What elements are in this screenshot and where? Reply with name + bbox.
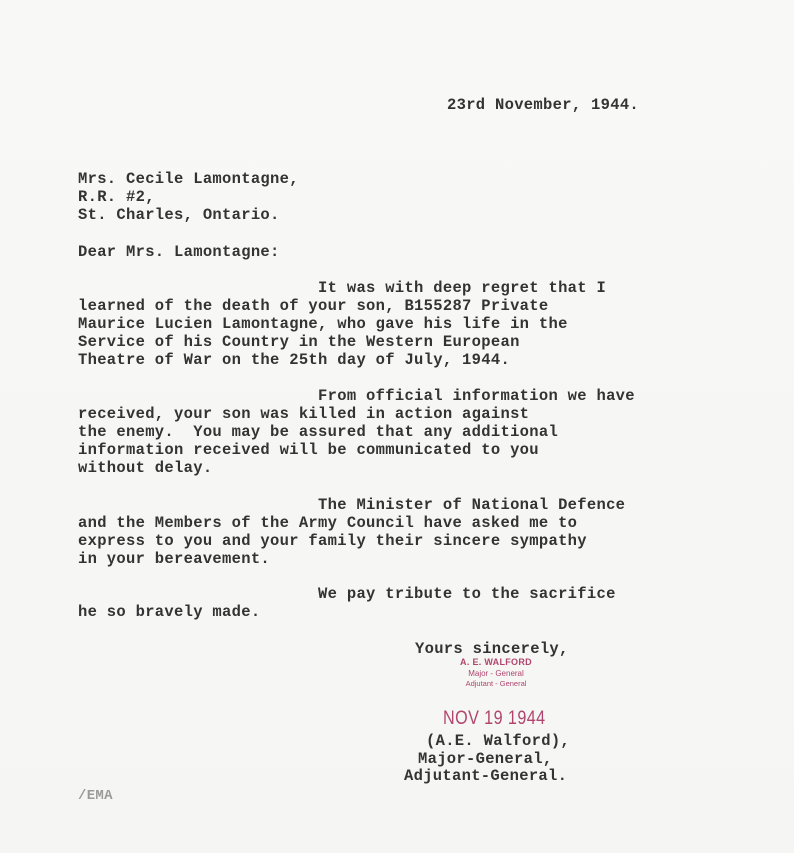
paragraph-line: Maurice Lucien Lamontagne, who gave his life in the <box>78 315 568 333</box>
recipient-address-line2: St. Charles, Ontario. <box>78 206 280 224</box>
paragraph-line: without delay. <box>78 459 213 477</box>
reference-initials: /EMA <box>78 788 113 804</box>
paragraph-line: Service of his Country in the Western European <box>78 333 520 351</box>
salutation: Dear Mrs. Lamontagne: <box>78 243 280 261</box>
paragraph-line: and the Members of the Army Council have asked me to <box>78 514 578 532</box>
paragraph-line: Theatre of War on the 25th day of July, 1944. <box>78 351 511 369</box>
paragraph-line: learned of the death of your son, B155287 Private <box>78 297 549 315</box>
paragraph-line: he so bravely made. <box>78 603 261 621</box>
paragraph-line: received, your son was killed in action against <box>78 405 530 423</box>
paragraph-line: express to you and your family their sincere sympathy <box>78 532 587 550</box>
letter-date: 23rd November, 1944. <box>447 96 640 114</box>
stamp-rank: Major - General <box>468 669 524 678</box>
signatory-name: (A.E. Walford), <box>426 732 571 750</box>
paragraph-line: From official information we have <box>78 387 635 405</box>
stamp-title: Adjutant - General <box>465 679 527 688</box>
recipient-address-line1: R.R. #2, <box>78 188 155 206</box>
signatory-rank: Major-General, <box>418 750 553 768</box>
paragraph-line: information received will be communicated to you <box>78 441 539 459</box>
stamp-name: A. E. WALFORD <box>460 657 532 667</box>
paragraph-line: The Minister of National Defence <box>78 496 626 514</box>
signatory-title: Adjutant-General. <box>404 767 568 785</box>
closing: Yours sincerely, <box>415 640 569 658</box>
paragraph-line: It was with deep regret that I <box>78 279 607 297</box>
paragraph-line: in your bereavement. <box>78 550 271 568</box>
paragraph-line: We pay tribute to the sacrifice <box>78 585 616 603</box>
recipient-name: Mrs. Cecile Lamontagne, <box>78 170 299 188</box>
date-stamp: NOV 19 1944 <box>443 708 546 729</box>
paragraph-line: the enemy. You may be assured that any additional <box>78 423 559 441</box>
